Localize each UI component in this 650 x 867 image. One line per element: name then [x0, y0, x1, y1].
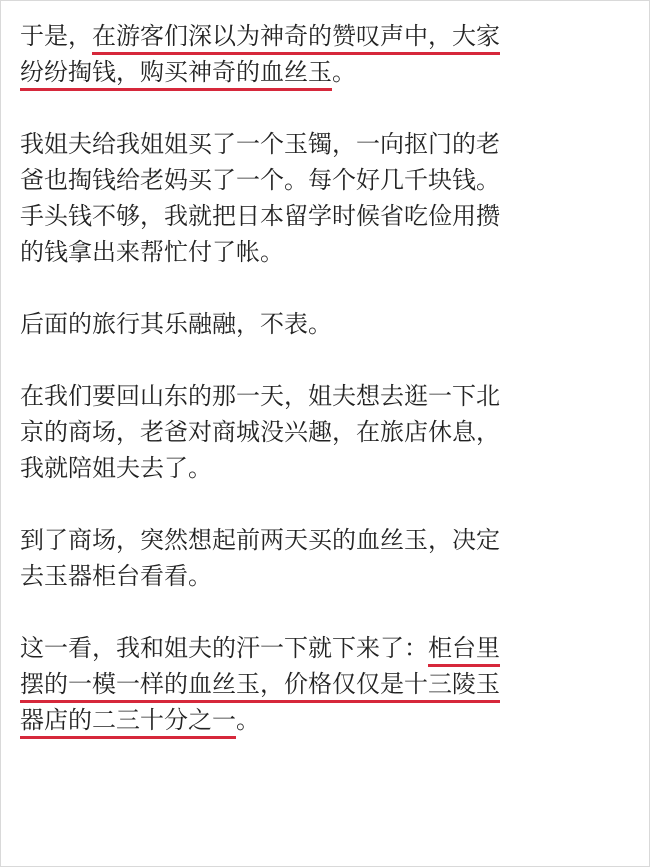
text-line: [20, 54, 630, 90]
paragraph: [20, 378, 630, 486]
text-line: [20, 630, 630, 666]
paragraph: [20, 630, 630, 738]
text-segment: 这一看，我和姐夫的汗一下就下来了：: [20, 634, 428, 662]
underlined-text: 纷纷掏钱，购买神奇的血丝玉: [20, 58, 332, 91]
text-segment: 我姐夫给我姐姐买了一个玉镯，一向抠门的老: [20, 130, 500, 158]
paragraph: [20, 126, 630, 270]
underlined-text: 在游客们深以为神奇的赞叹声中，大家: [92, 22, 500, 55]
paragraph: [20, 522, 630, 594]
text-line: [20, 666, 630, 702]
text-line: [20, 198, 630, 234]
text-line: [20, 522, 630, 558]
text-segment: 于是，: [20, 22, 92, 50]
text-line: [20, 702, 630, 738]
text-line: [20, 162, 630, 198]
text-line: [20, 18, 630, 54]
underlined-text: 柜台里: [428, 634, 500, 667]
text-segment: 后面的旅行其乐融融，不表。: [20, 310, 332, 338]
text-line: [20, 558, 630, 594]
text-segment: 到了商场，突然想起前两天买的血丝玉，决定: [20, 526, 500, 554]
text-segment: 手头钱不够，我就把日本留学时候省吃俭用攒: [20, 202, 500, 230]
text-line: [20, 378, 630, 414]
text-segment: 去玉器柜台看看。: [20, 562, 212, 590]
text-segment: 。: [332, 58, 356, 86]
underlined-text: 器店的二三十分之一: [20, 706, 236, 739]
text-line: [20, 234, 630, 270]
text-line: [20, 306, 630, 342]
paragraph: [20, 306, 630, 342]
text-line: [20, 414, 630, 450]
text-segment: 京的商场，老爸对商城没兴趣，在旅店休息，: [20, 418, 500, 446]
text-line: [20, 126, 630, 162]
text-segment: 我就陪姐夫去了。: [20, 454, 212, 482]
paragraph: [20, 18, 630, 90]
text-line: [20, 450, 630, 486]
underlined-text: 摆的一模一样的血丝玉，价格仅仅是十三陵玉: [20, 670, 500, 703]
text-segment: 在我们要回山东的那一天，姐夫想去逛一下北: [20, 382, 500, 410]
text-segment: 爸也掏钱给老妈买了一个。每个好几千块钱。: [20, 166, 500, 194]
text-segment: 。: [236, 706, 260, 734]
text-segment: 的钱拿出来帮忙付了帐。: [20, 238, 284, 266]
